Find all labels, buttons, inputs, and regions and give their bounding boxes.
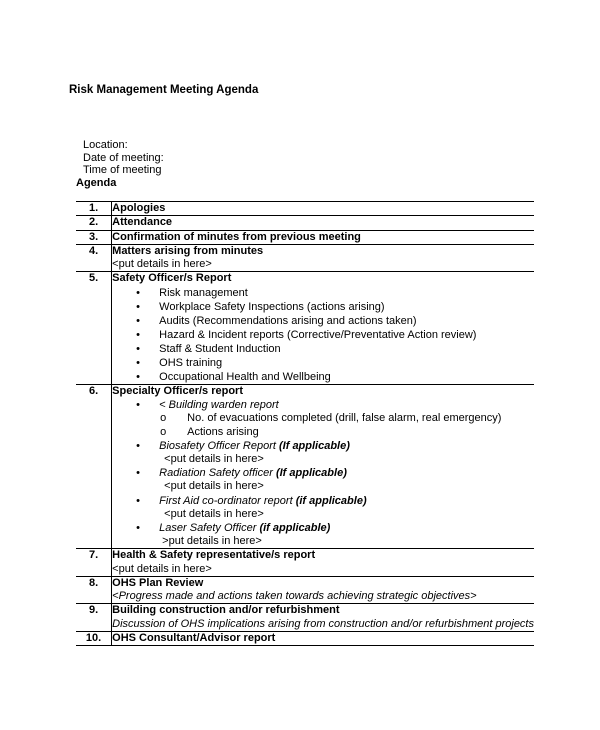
bullet-icon: •: [136, 328, 141, 341]
item-heading: Confirmation of minutes from previous meeting: [112, 230, 361, 243]
item-detail: <Progress made and actions taken towards achieving strategic objectives>: [112, 590, 477, 603]
bullet-icon: •: [136, 300, 141, 313]
table-row: [76, 272, 534, 384]
item-number: 2.: [76, 216, 112, 230]
biosafety-label: Biosafety Officer Report: [159, 440, 276, 453]
bullet-icon: •: [136, 286, 141, 299]
circle-bullet-icon: o: [160, 412, 167, 425]
safety-report-list: [112, 286, 534, 384]
bullet-icon: •: [136, 494, 141, 507]
item-detail: <put details in here>: [164, 453, 264, 466]
bullet-icon: •: [136, 356, 141, 369]
list-item: • Workplace Safety Inspections (actions arising): [136, 300, 385, 313]
list-item: [112, 439, 534, 453]
item-detail: >put details in here>: [162, 534, 262, 547]
list-item: o Actions arising: [160, 425, 259, 438]
item-number: 5.: [76, 272, 112, 384]
item-number: 4.: [76, 244, 112, 272]
table-row: [76, 244, 534, 272]
list-item: • OHS training: [136, 356, 223, 369]
item-heading: Health & Safety representative/s report: [112, 549, 316, 562]
item-number: 6.: [76, 384, 112, 548]
table-row: [76, 384, 534, 548]
time-label: Time of meeting: [83, 164, 162, 176]
bullet-icon: •: [136, 342, 141, 355]
bullet-icon: •: [136, 440, 141, 453]
item-number: 8.: [76, 576, 112, 604]
specialty-report-list: [112, 398, 534, 412]
building-warden-label: < Building warden report: [159, 399, 279, 412]
bullet-icon: •: [136, 521, 141, 534]
list-item: • Audits (Recommendations arising and actions taken): [136, 314, 417, 327]
item-detail: <put details in here>: [164, 507, 264, 520]
list-item: • Risk management: [136, 286, 248, 299]
meeting-meta: [83, 139, 164, 177]
item-heading: Apologies: [112, 202, 166, 214]
item-number: 3.: [76, 230, 112, 244]
item-detail: <put details in here>: [164, 480, 264, 493]
item-number: 7.: [76, 549, 112, 577]
applicable-note: (If applicable): [279, 440, 350, 453]
table-row: [76, 604, 534, 632]
item-heading: Matters arising from minutes: [112, 244, 264, 257]
applicable-note: (if applicable): [295, 494, 367, 507]
list-item: • Occupational Health and Wellbeing: [136, 370, 331, 383]
list-item: [112, 494, 534, 508]
first-aid-label: First Aid co-ordinator report: [159, 494, 293, 507]
bullet-icon: •: [136, 314, 141, 327]
location-label: Location:: [83, 139, 128, 151]
list-item: [112, 398, 534, 412]
agenda-table: [76, 201, 534, 646]
list-item: • Hazard & Incident reports (Corrective/Preventative Action review): [136, 328, 477, 341]
item-heading: Safety Officer/s Report: [112, 272, 232, 285]
item-heading: Attendance: [112, 216, 173, 229]
bullet-icon: •: [136, 399, 141, 412]
item-number: 9.: [76, 604, 112, 632]
list-item: [112, 521, 534, 535]
item-heading: OHS Plan Review: [112, 576, 204, 589]
table-row: [76, 202, 534, 216]
item-number: 10.: [76, 632, 112, 646]
table-row: [76, 549, 534, 577]
list-item: o No. of evacuations completed (drill, false alarm, real emergency): [160, 412, 502, 425]
applicable-note: (if applicable): [259, 521, 331, 534]
building-warden-sublist: [112, 412, 534, 439]
item-heading: Building construction and/or refurbishment: [112, 604, 340, 617]
table-row: [76, 576, 534, 604]
document-title: Risk Management Meeting Agenda: [69, 84, 259, 96]
laser-label: Laser Safety Officer: [159, 521, 257, 534]
item-number: 1.: [76, 202, 112, 216]
bullet-icon: •: [136, 370, 141, 383]
item-heading: OHS Consultant/Advisor report: [112, 632, 276, 645]
item-detail: <put details in here>: [112, 258, 212, 271]
table-row: [76, 216, 534, 230]
table-row: [76, 632, 534, 646]
circle-bullet-icon: o: [160, 425, 167, 438]
agenda-heading: Agenda: [76, 177, 117, 189]
applicable-note: (If applicable): [275, 467, 347, 480]
list-item: • Staff & Student Induction: [136, 342, 281, 355]
radiation-label: Radiation Safety officer: [159, 467, 273, 480]
date-label: Date of meeting:: [83, 151, 164, 164]
item-detail: Discussion of OHS implications arising from construction and/or refurbishment projects: [112, 617, 534, 630]
item-detail: <put details in here>: [112, 562, 212, 575]
list-item: [112, 466, 534, 480]
table-row: [76, 230, 534, 244]
item-heading: Specialty Officer/s report: [112, 384, 243, 397]
bullet-icon: •: [136, 467, 141, 480]
